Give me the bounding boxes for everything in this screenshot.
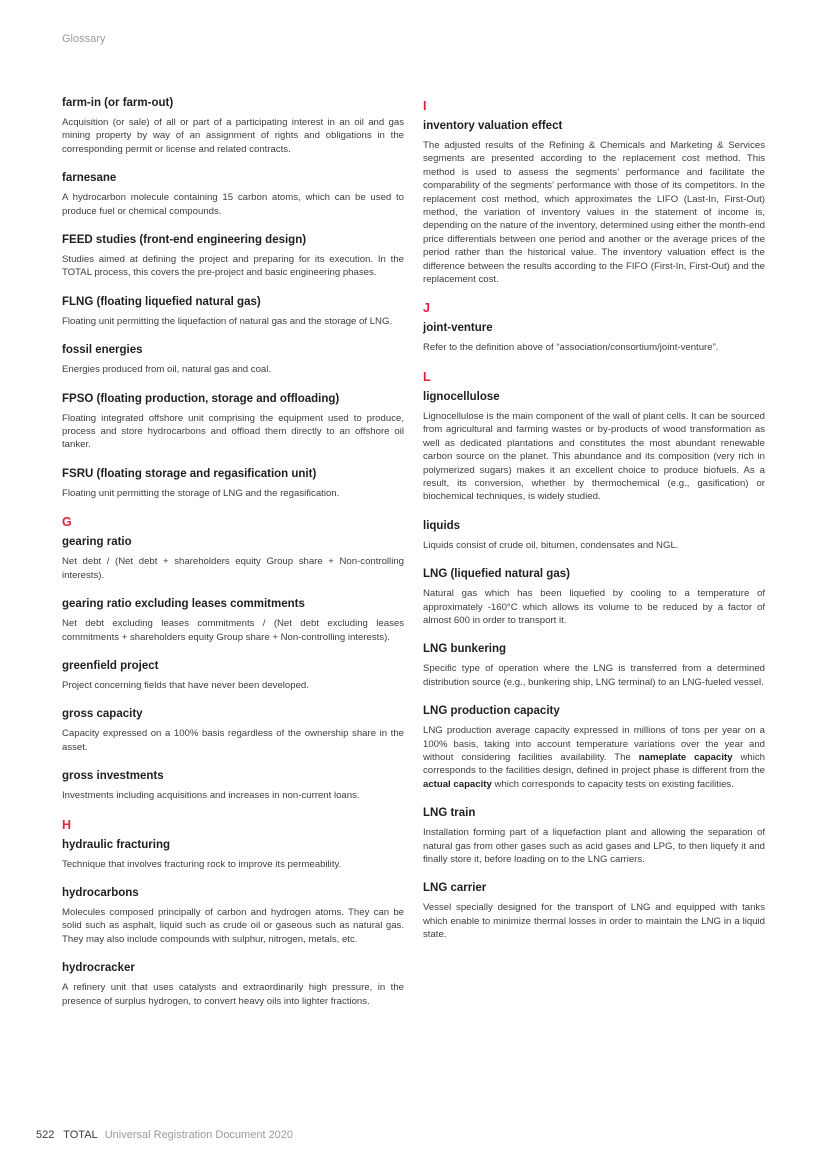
section-letter: J [423, 301, 430, 316]
glossary-definition: Vessel specially designed for the transport of LNG and equipped with tanks which enable to minimize thermal losses in order to maintain the LNG in a liquid state. [423, 902, 765, 941]
document-title: Universal Registration Document 2020 [104, 1129, 294, 1141]
glossary-term: hydrocarbons [62, 886, 139, 899]
glossary-term: FPSO (floating production, storage and offloading) [62, 392, 340, 405]
glossary-definition: Floating unit permitting the liquefaction of natural gas and the storage of LNG. [62, 315, 393, 327]
glossary-definition: A refinery unit that uses catalysts and extraordinarily high pressure, in the presence of surplus hydrogen, to convert heavy oils into lighter fractions. [62, 982, 404, 1007]
definition-text: which corresponds to the facilities design, defined in project phase is different from the [423, 751, 765, 777]
section-letter: G [62, 515, 72, 530]
glossary-term: farm-in (or farm-out) [62, 97, 174, 109]
glossary-term: hydraulic fracturing [62, 838, 170, 851]
running-header: Glossary [62, 33, 106, 45]
emphasis-nameplate-capacity: nameplate capacity [638, 751, 733, 763]
glossary-left-column [62, 96, 404, 1023]
glossary-definition: Refer to the definition above of “association/consortium/joint-venture”. [423, 342, 719, 354]
glossary-term: greenfield project [62, 659, 159, 672]
glossary-term: LNG production capacity [423, 705, 560, 718]
page-number: 522 [36, 1129, 55, 1141]
glossary-definition: Project concerning fields that have never been developed. [62, 679, 309, 691]
glossary-term: LNG bunkering [423, 643, 507, 656]
glossary-term: joint-venture [423, 322, 493, 335]
glossary-definition: Studies aimed at defining the project and preparing for its execution. In the TOTAL process, this covers the pre-project and basic engineering phases. [62, 254, 404, 279]
glossary-term: gross investments [62, 770, 164, 783]
glossary-term: gearing ratio [62, 536, 132, 549]
glossary-definition: Installation forming part of a liquefaction plant and allowing the separation of natural gas from other gases such as acid gases and LPG, to then liquefy it and finally store it, before loading on to the LNG carriers. [423, 827, 765, 865]
glossary-term: LNG carrier [423, 882, 487, 895]
glossary-term: gearing ratio excluding leases commitments [62, 598, 305, 611]
glossary-term: FEED studies (front-end engineering design) [62, 234, 307, 247]
glossary-right-column [423, 96, 765, 957]
glossary-definition [423, 724, 765, 791]
glossary-definition: Floating integrated offshore unit comprising the equipment used to produce, process and store hydrocarbons and offload them directly to an offshore oil tanker. [62, 412, 404, 451]
emphasis-actual-capacity: actual capacity [423, 778, 492, 790]
glossary-definition: Technique that involves fracturing rock to improve its permeability. [62, 858, 342, 870]
glossary-term: LNG train [423, 807, 476, 820]
glossary-definition: A hydrocarbon molecule containing 15 carbon atoms, which can be used to produce fuel or chemical compounds. [62, 192, 404, 217]
page-footer [36, 1129, 293, 1141]
glossary-definition: Net debt / (Net debt + shareholders equity Group share + Non-controlling interests). [62, 556, 404, 581]
glossary-definition: The adjusted results of the Refining & Chemicals and Marketing & Services segments are presented according to the replacement cost method. This method is used to assess the segments’ performance and facilitate the comparability of the segments’ performance with those of its competitors. In the replacement cost method, which approximates the LIFO (Last-In, First-Out) method, the variation of inventory values in the statement of income is, depending on the nature of the inventory, determined using either the month-end price differentials between one period and another or the average prices of the period rather than the historical value. The inventory valuation effect is the difference between the results according to the FIFO (First-In, First-Out) and the replacement cost. [423, 140, 765, 286]
glossary-definition: Natural gas which has been liquefied by cooling to a temperature of approximately -160°C which allows its volume to be reduced by a factor of almost 600 in order to transport it. [423, 588, 765, 626]
glossary-definition: Molecules composed principally of carbon and hydrogen atoms. They can be solid such as asphalt, liquid such as crude oil or gaseous such as natural gas. They may also include compounds with sulphur, nitrogen, metals, etc. [62, 906, 404, 945]
section-letter: L [423, 369, 431, 384]
glossary-term: FSRU (floating storage and regasification unit) [62, 467, 317, 480]
glossary-definition: Capacity expressed on a 100% basis regardless of the ownership share in the asset. [62, 728, 404, 753]
glossary-term: LNG (liquefied natural gas) [423, 568, 570, 581]
glossary-definition: Acquisition (or sale) of all or part of a participating interest in an oil and gas mining property by way of an assignment of rights and obligations in the corresponding permit or license and related contracts. [62, 117, 404, 155]
definition-text: LNG production average capacity expressed in millions of tons per year on a 100% basis, taking into account temperature variations over the year and without considering facilities availability. The [423, 725, 765, 763]
definition-text: which corresponds to capacity tests on existing facilities. [491, 778, 734, 790]
brand-name: TOTAL [63, 1129, 98, 1141]
glossary-term: inventory valuation effect [423, 120, 563, 132]
glossary-definition: Investments including acquisitions and increases in non-current loans. [62, 790, 360, 802]
section-letter: I [423, 99, 427, 113]
glossary-definition: Energies produced from oil, natural gas and coal. [62, 364, 272, 376]
glossary-definition: Specific type of operation where the LNG is transferred from a determined distribution source (e.g., bunkering ship, LNG terminal) to an LNG-fueled vessel. [423, 663, 765, 688]
glossary-term: lignocellulose [423, 390, 500, 403]
glossary-definition: Net debt excluding leases commitments / (Net debt excluding leases commitments + shareholders equity Group share + Non-controlling interests). [62, 618, 404, 643]
glossary-definition: Lignocellulose is the main component of the wall of plant cells. It can be sourced from agricultural and farming wastes or by-products of wood transformation as well as dedicated plantations and constitutes the most abundant renewable carbon source on the planet. This abundance and its composition (very rich in polymerized sugars) makes it an excellent choice to produce biofuels. As a result, its conversion, whether by thermochemical (e.g., gasification) or biochemical techniques, is widely studied. [423, 410, 765, 503]
glossary-term: gross capacity [62, 708, 143, 721]
glossary-definition: Floating unit permitting the storage of LNG and the regasification. [62, 487, 340, 499]
glossary-term: liquids [423, 519, 461, 532]
section-letter: H [62, 817, 72, 832]
glossary-definition: Liquids consist of crude oil, bitumen, condensates and NGL. [423, 539, 679, 551]
glossary-term: farnesane [62, 172, 117, 185]
glossary-term: FLNG (floating liquefied natural gas) [62, 295, 261, 308]
glossary-term: hydrocracker [62, 962, 135, 975]
glossary-term: fossil energies [62, 344, 143, 357]
